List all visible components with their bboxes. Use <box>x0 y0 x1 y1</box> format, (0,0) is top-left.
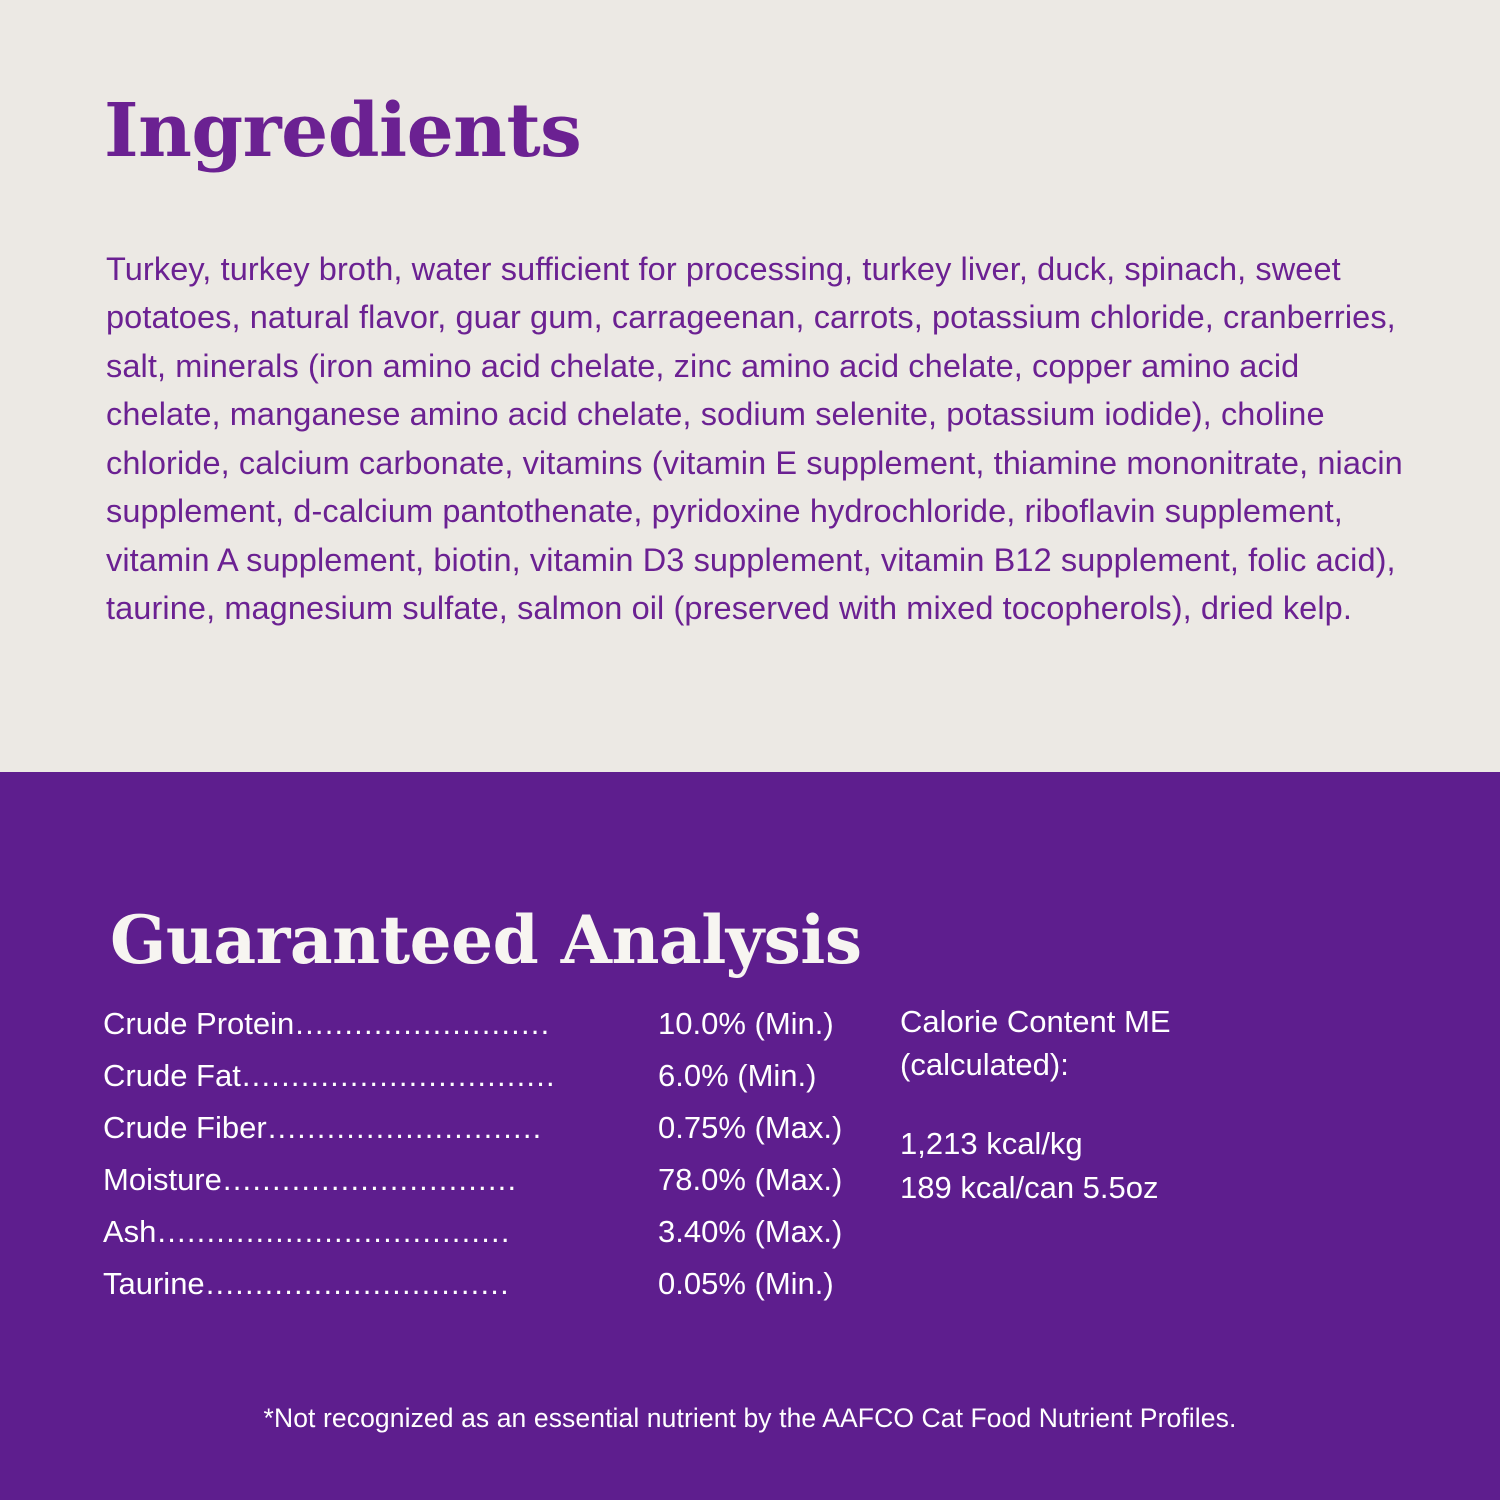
ingredients-text: Turkey, turkey broth, water sufficient for processing, turkey liver, duck, spinach, sweet potatoes, natural flavor, guar gum, carrageenan, carrots, potassium chloride, cranberries, salt, minerals (iron amino acid chelate, zinc amino acid chelate, copper amino acid chelate, manganese amino acid chelate, sodium selenite, potassium iodide), choline chloride, calcium carbonate, vitamins (vitamin E supplement, thiamine mononitrate, niacin supplement, d-calcium pantothenate, pyridoxine hydrochloride, riboflavin supplement, vitamin A supplement, biotin, vitamin D3 supplement, vitamin B12 supplement, folic acid), taurine, magnesium sulfate, salmon oil (preserved with mixed tocopherols), dried kelp. <box>106 250 1403 626</box>
nutrient-table <box>0 998 900 1310</box>
table-row <box>103 998 900 1050</box>
guaranteed-analysis-section <box>0 772 1500 1500</box>
nutrient-name: Crude Fiber <box>103 1110 267 1145</box>
calorie-value-per-kg: 1,213 kcal/kg <box>900 1126 1083 1161</box>
leader-dots: .................................... <box>157 1214 511 1249</box>
leader-dots: ............................ <box>267 1110 543 1145</box>
leader-dots: .......................... <box>295 1006 551 1041</box>
table-row <box>103 1258 900 1310</box>
leader-dots: ............................... <box>205 1266 510 1301</box>
table-row <box>103 1154 900 1206</box>
nutrient-name: Crude Protein <box>103 1006 295 1041</box>
nutrient-label-group <box>103 998 658 1050</box>
nutrient-label-group <box>103 1206 658 1258</box>
nutrient-value: 10.0% (Min.) <box>658 1006 834 1041</box>
calorie-content-block <box>900 998 1420 1210</box>
calorie-heading-line-1: Calorie Content ME <box>900 1004 1171 1039</box>
calorie-value-per-can: 189 kcal/can 5.5oz <box>900 1170 1159 1205</box>
nutrient-value: 3.40% (Max.) <box>658 1214 843 1249</box>
nutrient-value: 0.75% (Max.) <box>658 1110 843 1145</box>
nutrient-value: 78.0% (Max.) <box>658 1162 843 1197</box>
guaranteed-analysis-columns <box>0 998 1500 1310</box>
nutrient-label-group <box>103 1050 658 1102</box>
nutrient-label-group <box>103 1154 658 1206</box>
nutrient-name: Crude Fat <box>103 1058 241 1093</box>
nutrient-name: Taurine <box>103 1266 205 1301</box>
aafco-footnote: *Not recognized as an essential nutrient by the AAFCO Cat Food Nutrient Profiles. <box>263 1403 1237 1433</box>
nutrient-name: Ash <box>103 1214 157 1249</box>
ingredients-heading: Ingredients <box>104 87 582 174</box>
nutrient-label-group <box>103 1102 658 1154</box>
nutrient-value: 6.0% (Min.) <box>658 1058 817 1093</box>
leader-dots: .............................. <box>222 1162 518 1197</box>
table-row <box>103 1102 900 1154</box>
table-row <box>103 1050 900 1102</box>
nutrient-label-group <box>103 1258 658 1310</box>
leader-dots: ................................ <box>241 1058 556 1093</box>
calorie-content-heading <box>900 1000 1420 1086</box>
table-row <box>103 1206 900 1258</box>
calorie-heading-line-2: (calculated): <box>900 1047 1069 1082</box>
guaranteed-analysis-heading: Guaranteed Analysis <box>110 900 862 979</box>
nutrient-name: Moisture <box>103 1162 222 1197</box>
nutrient-value: 0.05% (Min.) <box>658 1266 834 1301</box>
